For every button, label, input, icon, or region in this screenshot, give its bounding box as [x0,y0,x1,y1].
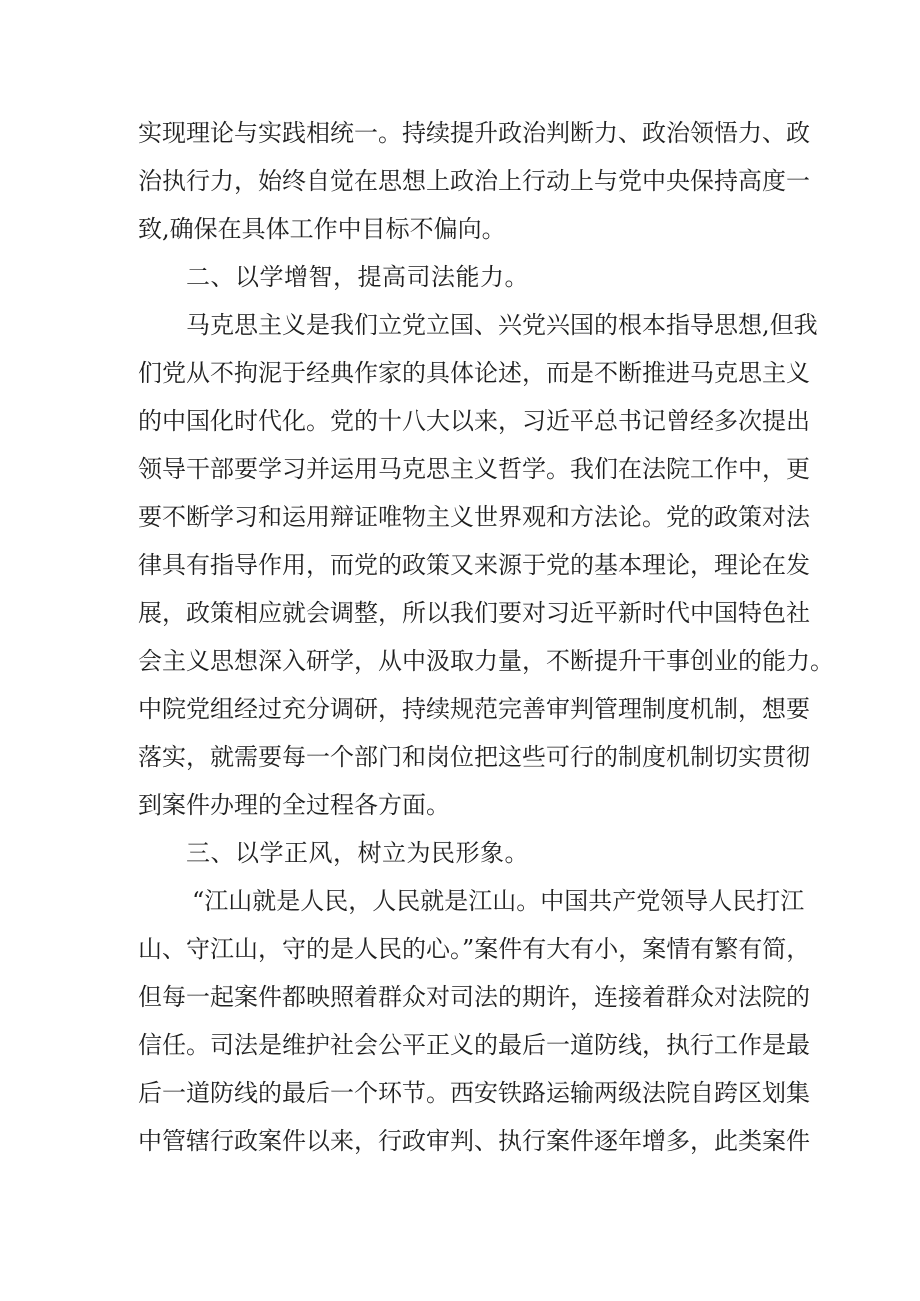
text-line: 落实，就需要每一个部门和岗位把这些可行的制度机制切实贯彻 [138,743,810,771]
document-body [138,109,834,1165]
text-line: 中院党组经过充分调研，持续规范完善审判管理制度机制，想要 [138,695,810,723]
text-line: 要不断学习和运用辩证唯物主义世界观和方法论。党的政策对法 [138,503,810,531]
text-line: 山、守江山，守的是人民的心。”案件有大有小，案情有繁有简， [138,935,811,963]
section-two-paragraph [138,301,834,829]
text-line: 治执行力，始终自觉在思想上政治上行动上与党中央保持高度一 [138,167,810,195]
text-line: 的中国化时代化。党的十八大以来，习近平总书记曾经多次提出 [138,407,810,435]
text-line: 但每一起案件都映照着群众对司法的期许，连接着群众对法院的 [138,983,810,1011]
text-line: 律具有指导作用，而党的政策又来源于党的基本理论，理论在发 [138,551,810,579]
text-line: 领导干部要学习并运用马克思主义哲学。我们在法院工作中，更 [138,455,810,483]
text-line: 马克思主义是我们立党立国、兴党兴国的根本指导思想,但我 [186,311,818,339]
text-line: 致,确保在具体工作中目标不偏向。 [138,215,506,243]
section-heading-three: 三、以学正风，树立为民形象。 [186,839,529,867]
text-line: 展，政策相应就会调整，所以我们要对习近平新时代中国特色社 [138,599,810,627]
text-line: 中管辖行政案件以来，行政审判、执行案件逐年增多，此类案件 [138,1127,810,1155]
text-line: 到案件办理的全过程各方面。 [138,791,450,819]
text-line: 后一道防线的最后一个环节。西安铁路运输两级法院自跨区划集 [138,1079,810,1107]
text-line: 会主义思想深入研学，从中汲取力量，不断提升干事创业的能力。 [138,647,834,675]
text-line: 信任。司法是维护社会公平正义的最后一道防线，执行工作是最 [138,1031,810,1059]
paragraph-continuation [138,109,810,253]
text-line: 实现理论与实践相统一。持续提升政治判断力、政治领悟力、政 [138,119,810,147]
text-line: “江山就是人民，人民就是江山。中国共产党领导人民打江 [192,887,805,915]
text-line: 们党从不拘泥于经典作家的具体论述，而是不断推进马克思主义 [138,359,810,387]
section-three-paragraph [138,877,811,1165]
section-heading-two: 二、以学增智，提高司法能力。 [186,263,529,291]
